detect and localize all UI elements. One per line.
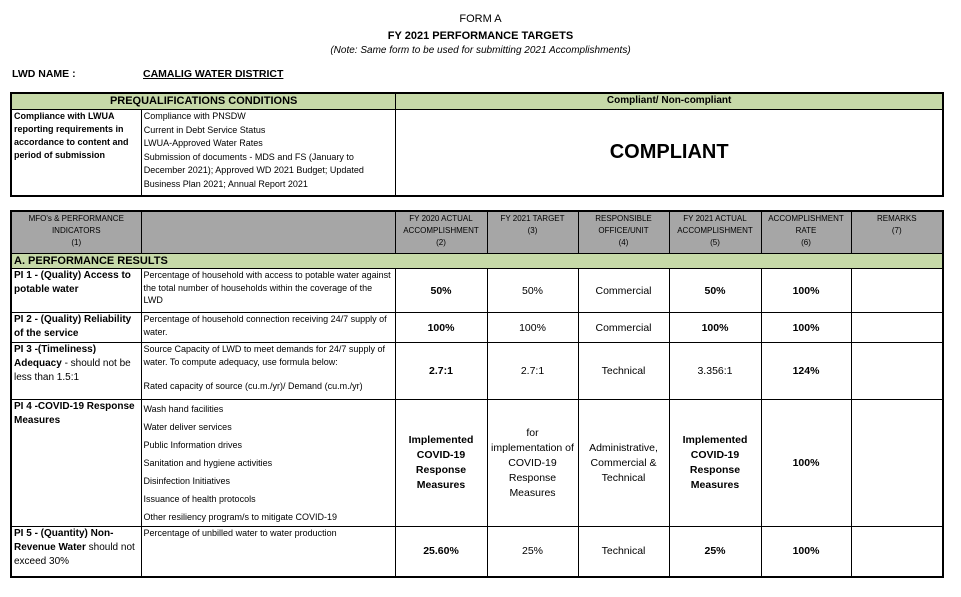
- col-rate: [761, 211, 851, 254]
- accomplishment-rate: 100%: [761, 313, 851, 343]
- pi-label-bold: PI 5 - (Quantity) Non-Revenue Water: [14, 528, 114, 553]
- actual-2020: 2.7:1: [395, 343, 487, 400]
- col-remarks: [851, 211, 943, 254]
- pi-label: [11, 269, 141, 313]
- pi-indicator: Percentage of unbilled water to water production: [141, 527, 395, 577]
- col-2020-actual: [395, 211, 487, 254]
- col-2020-line: (2): [436, 238, 446, 247]
- pi-label: [11, 313, 141, 343]
- remarks: [851, 527, 943, 577]
- list-item: Water deliver services: [143, 422, 232, 432]
- pi-label-rest: should not exceed 30%: [14, 542, 135, 567]
- col-office-line: OFFICE/UNIT: [598, 226, 649, 235]
- actual-2020: 100%: [395, 313, 487, 343]
- pi-indicator: [141, 343, 395, 400]
- col-rate-line: (6): [801, 238, 811, 247]
- accomplishment-rate: 124%: [761, 343, 851, 400]
- pi-indicator-list: [141, 400, 395, 527]
- col-rate-line: ACCOMPLISHMENT: [768, 214, 844, 223]
- actual-2021: Implemented COVID-19 Response Measures: [669, 400, 761, 527]
- col-remarks-line: (7): [891, 226, 902, 235]
- pi-indicator-text: Source Capacity of LWD to meet demands for 24/7 supply of water. To compute adequacy, use formula below:: [143, 344, 385, 367]
- pi-indicator-formula: Rated capacity of source (cu.m./yr)/ Demand (cu.m./yr): [143, 381, 363, 391]
- table-row: [11, 343, 943, 400]
- col-blank: [141, 211, 395, 254]
- col-2021-target: [487, 211, 578, 254]
- actual-2021: 50%: [669, 269, 761, 313]
- table-row: [11, 313, 943, 343]
- col-rate-line: RATE: [795, 226, 817, 235]
- column-header-row: [11, 211, 943, 254]
- performance-table: [10, 210, 944, 578]
- pi-indicator: Percentage of household with access to potable water against the total number of households within the coverage of the LWD: [141, 269, 395, 313]
- table-row: [11, 400, 943, 527]
- prequal-item: Compliance with PNSDW: [143, 111, 246, 121]
- responsible-office: Administrative, Commercial & Technical: [578, 400, 669, 527]
- pi-label: [11, 527, 141, 577]
- col-target-line: FY 2021 TARGET: [500, 214, 565, 223]
- target-2021: 25%: [487, 527, 578, 577]
- col-2021-actual: [669, 211, 761, 254]
- target-2021: for implementation of COVID-19 Response Measures: [487, 400, 578, 527]
- prequal-condition: Compliance with LWUA reporting requirements in accordance to content and period of submission: [11, 110, 141, 196]
- col-2021-line: ACCOMPLISHMENT: [677, 226, 753, 235]
- actual-2020: 50%: [395, 269, 487, 313]
- remarks: [851, 313, 943, 343]
- list-item: Public Information drives: [143, 440, 243, 450]
- remarks: [851, 400, 943, 527]
- actual-2021: 3.356:1: [669, 343, 761, 400]
- pi-label-bold: PI 4 -COVID-19 Response Measures: [14, 401, 135, 426]
- pi-label-bold: PI 1 - (Quality) Access to potable water: [14, 270, 131, 295]
- responsible-office: Technical: [578, 343, 669, 400]
- accomplishment-rate: 100%: [761, 269, 851, 313]
- prequal-item: Submission of documents - MDS and FS (January to December 2021); Approved WD 2021 Budget; Updated Business Plan 2021; Annual Report 2021: [143, 151, 364, 189]
- actual-2021: 100%: [669, 313, 761, 343]
- form-label: FORM A: [459, 13, 502, 25]
- col-2021-line: FY 2021 ACTUAL: [683, 214, 747, 223]
- list-item: Sanitation and hygiene activities: [143, 458, 273, 468]
- prequal-item: Current in Debt Service Status: [143, 124, 266, 135]
- pi-label-rest: - should not be less than 1.5:1: [14, 358, 131, 383]
- target-2021: 100%: [487, 313, 578, 343]
- target-2021: 2.7:1: [487, 343, 578, 400]
- section-title: A. PERFORMANCE RESULTS: [11, 254, 943, 269]
- table-row: [11, 527, 943, 577]
- accomplishment-rate: 100%: [761, 527, 851, 577]
- responsible-office: Commercial: [578, 313, 669, 343]
- actual-2020: Implemented COVID-19 Response Measures: [395, 400, 487, 527]
- col-indicators: [11, 211, 141, 254]
- col-indicators-line: INDICATORS: [51, 226, 101, 235]
- form-title: FY 2021 PERFORMANCE TARGETS: [387, 30, 574, 42]
- col-responsible: [578, 211, 669, 254]
- lwd-name-value: CAMALIG WATER DISTRICT: [143, 68, 284, 80]
- actual-2020: 25.60%: [395, 527, 487, 577]
- col-office-line: RESPONSIBLE: [595, 214, 652, 223]
- accomplishment-rate: 100%: [761, 400, 851, 527]
- prequal-header: PREQUALIFICATIONS CONDITIONS: [11, 93, 396, 110]
- actual-2021: 25%: [669, 527, 761, 577]
- col-2020-line: FY 2020 ACTUAL: [409, 214, 473, 223]
- list-item: Other resiliency program/s to mitigate COVID-19: [143, 512, 338, 522]
- col-remarks-line: REMARKS: [876, 214, 917, 223]
- compliance-header: Compliant/ Non-compliant: [396, 93, 943, 110]
- list-item: Disinfection Initiatives: [143, 476, 231, 486]
- col-target-line: (3): [527, 226, 538, 235]
- responsible-office: Technical: [578, 527, 669, 577]
- col-2021-line: (5): [710, 238, 720, 247]
- compliance-status: COMPLIANT: [396, 110, 943, 196]
- col-indicators-line: MFO's & PERFORMANCE: [28, 214, 124, 223]
- pi-label-bold: PI 2 - (Quality) Reliability of the service: [14, 314, 132, 339]
- col-office-line: (4): [618, 238, 629, 247]
- prequalifications-table: [10, 92, 944, 197]
- prequal-item: LWUA-Approved Water Rates: [143, 138, 263, 148]
- pi-label: [11, 343, 141, 400]
- pi-label-bold: PI 3 -(Timeliness) Adequacy: [14, 344, 97, 369]
- pi-label: [11, 400, 141, 527]
- responsible-office: Commercial: [578, 269, 669, 313]
- target-2021: 50%: [487, 269, 578, 313]
- pi-indicator: Percentage of household connection receiving 24/7 supply of water.: [141, 313, 395, 343]
- lwd-name-label: LWD NAME :: [12, 68, 76, 80]
- col-2020-line: ACCOMPLISHMENT: [403, 226, 479, 235]
- remarks: [851, 343, 943, 400]
- remarks: [851, 269, 943, 313]
- list-item: Issuance of health protocols: [143, 494, 256, 504]
- list-item: Wash hand facilities: [143, 404, 224, 414]
- form-note: (Note: Same form to be used for submitting 2021 Accomplishments): [330, 45, 631, 56]
- prequal-items: [141, 110, 396, 196]
- table-row: [11, 269, 943, 313]
- col-indicators-line: (1): [71, 238, 82, 247]
